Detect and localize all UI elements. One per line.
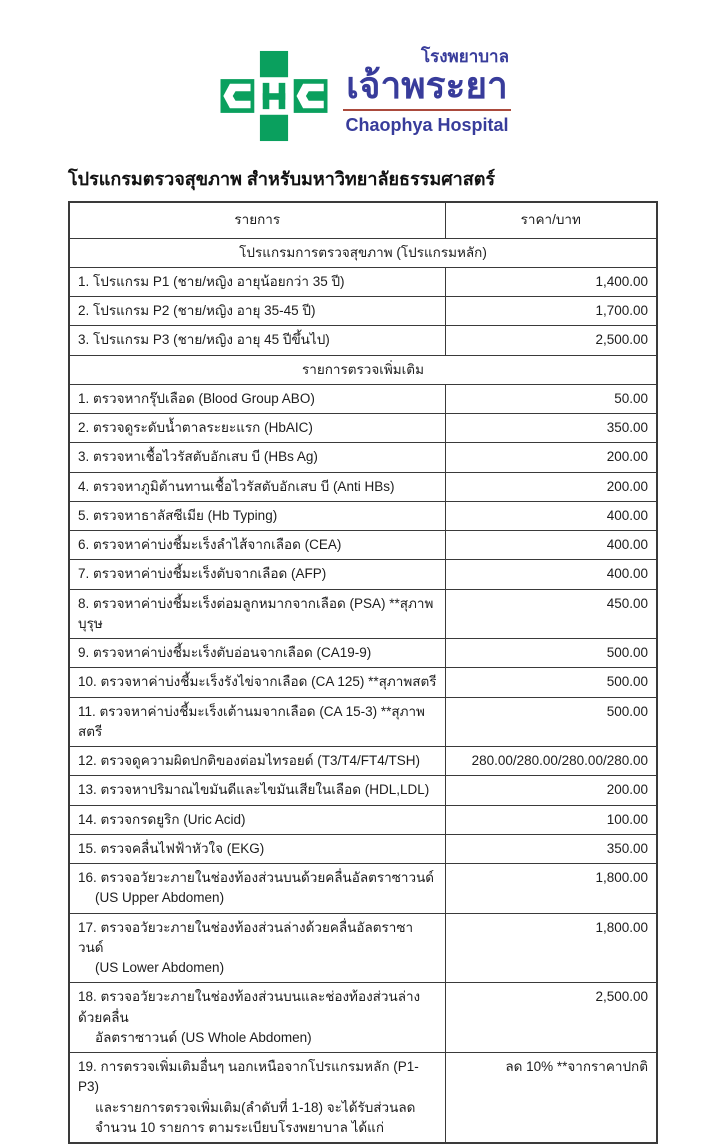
item-line: 8. ตรวจหาค่าบ่งชี้มะเร็งต่อมลูกหมากจากเลือด (PSA) **สุภาพบุรุษ	[78, 595, 434, 631]
item-line: 17. ตรวจอวัยวะภายในช่องท้องส่วนล่างด้วยคลื่นอัลตราซาวนด์	[78, 919, 414, 955]
item-line: 9. ตรวจหาค่าบ่งชี้มะเร็งตับอ่อนจากเลือด (CA19-9)	[78, 645, 372, 661]
item-line: 15. ตรวจคลื่นไฟฟ้าหัวใจ (EKG)	[78, 840, 265, 856]
table-row	[69, 834, 657, 863]
item-line: และรายการตรวจเพิ่มเติม(ลำดับที่ 1-18) จะได้รับส่วนลด	[95, 1099, 416, 1115]
item-cell	[69, 805, 445, 834]
table-row	[69, 414, 657, 443]
item-cell	[69, 697, 445, 747]
price-cell: 400.00	[445, 560, 657, 589]
item-line: อัลตราซาวนด์ (US Whole Abdomen)	[95, 1029, 312, 1045]
hospital-logo	[213, 46, 511, 142]
table-row	[69, 913, 657, 983]
logo-thai-name: เจ้าพระยา	[346, 65, 508, 107]
item-line: 14. ตรวจกรดยูริก (Uric Acid)	[78, 811, 246, 827]
price-cell: 500.00	[445, 639, 657, 668]
table-row	[69, 560, 657, 589]
item-line: (US Lower Abdomen)	[95, 960, 225, 976]
item-cell	[69, 589, 445, 639]
price-cell: 400.00	[445, 501, 657, 530]
price-cell: 100.00	[445, 805, 657, 834]
price-table	[68, 201, 658, 1144]
item-line: 12. ตรวจดูความผิดปกติของต่อมไทรอยด์ (T3/T4/FT4/TSH)	[78, 753, 421, 769]
item-cell	[69, 864, 445, 914]
table-row	[69, 864, 657, 914]
item-cell	[69, 776, 445, 805]
item-cell	[69, 668, 445, 697]
price-cell: 200.00	[445, 443, 657, 472]
table-row	[69, 639, 657, 668]
section-title: รายการตรวจเพิ่มเติม	[69, 355, 657, 384]
price-cell: 450.00	[445, 589, 657, 639]
price-cell: 280.00/280.00/280.00/280.00	[445, 747, 657, 776]
price-cell: 50.00	[445, 384, 657, 413]
price-cell: 400.00	[445, 531, 657, 560]
price-cell: 500.00	[445, 668, 657, 697]
item-cell	[69, 414, 445, 443]
item-line: จำนวน 10 รายการ ตามระเบียบโรงพยาบาล ได้แก่	[95, 1119, 385, 1135]
item-line: 1. ตรวจหากรุ๊ปเลือด (Blood Group ABO)	[78, 390, 315, 406]
table-row	[69, 776, 657, 805]
price-cell: 1,800.00	[445, 913, 657, 983]
table-row	[69, 384, 657, 413]
price-cell: 2,500.00	[445, 983, 657, 1053]
table-row	[69, 472, 657, 501]
item-cell	[69, 326, 445, 355]
item-line: 11. ตรวจหาค่าบ่งชี้มะเร็งเต้านมจากเลือด (CA 15-3) **สุภาพสตรี	[78, 703, 425, 739]
table-row	[69, 747, 657, 776]
item-line: 13. ตรวจหาปริมาณไขมันดีและไขมันเสียในเลือด (HDL,LDL)	[78, 782, 430, 798]
price-cell: 350.00	[445, 834, 657, 863]
column-header-item: รายการ	[69, 202, 445, 238]
item-cell	[69, 443, 445, 472]
item-line: 5. ตรวจหาธาลัสซีเมีย (Hb Typing)	[78, 507, 278, 523]
table-row	[69, 326, 657, 355]
item-line: 2. ตรวจดูระดับน้ำตาลระยะแรก (HbAIC)	[78, 420, 313, 436]
table-row	[69, 983, 657, 1053]
section-header-row	[69, 238, 657, 267]
page-title: โปรแกรมตรวจสุขภาพ สำหรับมหาวิทยาลัยธรรมศาสตร์	[68, 169, 496, 189]
item-cell	[69, 913, 445, 983]
item-line: 7. ตรวจหาค่าบ่งชี้มะเร็งตับจากเลือด (AFP)	[78, 566, 327, 582]
table-row	[69, 805, 657, 834]
table-row	[69, 501, 657, 530]
price-cell: 1,700.00	[445, 297, 657, 326]
item-cell	[69, 267, 445, 296]
item-line: 18. ตรวจอวัยวะภายในช่องท้องส่วนบนและช่องท้องส่วนล่างด้วยคลื่น	[78, 989, 421, 1025]
logo-text-block	[343, 46, 511, 137]
item-cell	[69, 834, 445, 863]
item-cell	[69, 747, 445, 776]
item-cell	[69, 297, 445, 326]
item-line: 16. ตรวจอวัยวะภายในช่องท้องส่วนบนด้วยคลื่นอัลตราซาวนด์	[78, 870, 435, 886]
item-line: 1. โปรแกรม P1 (ชาย/หญิง อายุน้อยกว่า 35 ปี)	[78, 273, 345, 289]
item-cell	[69, 983, 445, 1053]
column-header-price: ราคา/บาท	[445, 202, 657, 238]
logo-thai-subtitle: โรงพยาบาล	[420, 47, 509, 66]
item-line: 19. การตรวจเพิ่มเติมอื่นๆ นอกเหนือจากโปรแกรมหลัก (P1-P3)	[78, 1059, 419, 1095]
logo-english-name: Chaophya Hospital	[345, 115, 509, 136]
price-cell: 500.00	[445, 697, 657, 747]
item-line: (US Upper Abdomen)	[95, 890, 225, 906]
item-cell	[69, 384, 445, 413]
section-header-row	[69, 355, 657, 384]
item-line: 4. ตรวจหาภูมิต้านทานเชื้อไวรัสตับอักเสบ บี (Anti HBs)	[78, 478, 395, 494]
item-cell	[69, 560, 445, 589]
table-row	[69, 267, 657, 296]
item-cell	[69, 531, 445, 560]
hospital-cross-icon	[213, 50, 335, 142]
item-line: 3. โปรแกรม P3 (ชาย/หญิง อายุ 45 ปีขึ้นไป)	[78, 332, 330, 348]
logo-underline	[343, 109, 511, 111]
item-cell	[69, 501, 445, 530]
price-cell: 350.00	[445, 414, 657, 443]
price-cell: 2,500.00	[445, 326, 657, 355]
item-cell	[69, 639, 445, 668]
price-cell: ลด 10% **จากราคาปกติ	[445, 1053, 657, 1144]
price-cell: 200.00	[445, 472, 657, 501]
table-row	[69, 668, 657, 697]
price-cell: 1,800.00	[445, 864, 657, 914]
item-line: 3. ตรวจหาเชื้อไวรัสตับอักเสบ บี (HBs Ag)	[78, 449, 318, 465]
table-row	[69, 589, 657, 639]
table-row	[69, 697, 657, 747]
price-cell: 1,400.00	[445, 267, 657, 296]
item-line: 6. ตรวจหาค่าบ่งชี้มะเร็งลำไส้จากเลือด (CEA)	[78, 537, 342, 553]
table-header-row	[69, 202, 657, 238]
table-row	[69, 1053, 657, 1144]
section-title: โปรแกรมการตรวจสุขภาพ (โปรแกรมหลัก)	[69, 238, 657, 267]
table-row	[69, 531, 657, 560]
item-cell	[69, 1053, 445, 1144]
item-cell	[69, 472, 445, 501]
item-line: 2. โปรแกรม P2 (ชาย/หญิง อายุ 35-45 ปี)	[78, 303, 316, 319]
table-row	[69, 297, 657, 326]
table-row	[69, 443, 657, 472]
price-cell: 200.00	[445, 776, 657, 805]
item-line: 10. ตรวจหาค่าบ่งชี้มะเร็งรังไข่จากเลือด (CA 125) **สุภาพสตรี	[78, 674, 437, 690]
